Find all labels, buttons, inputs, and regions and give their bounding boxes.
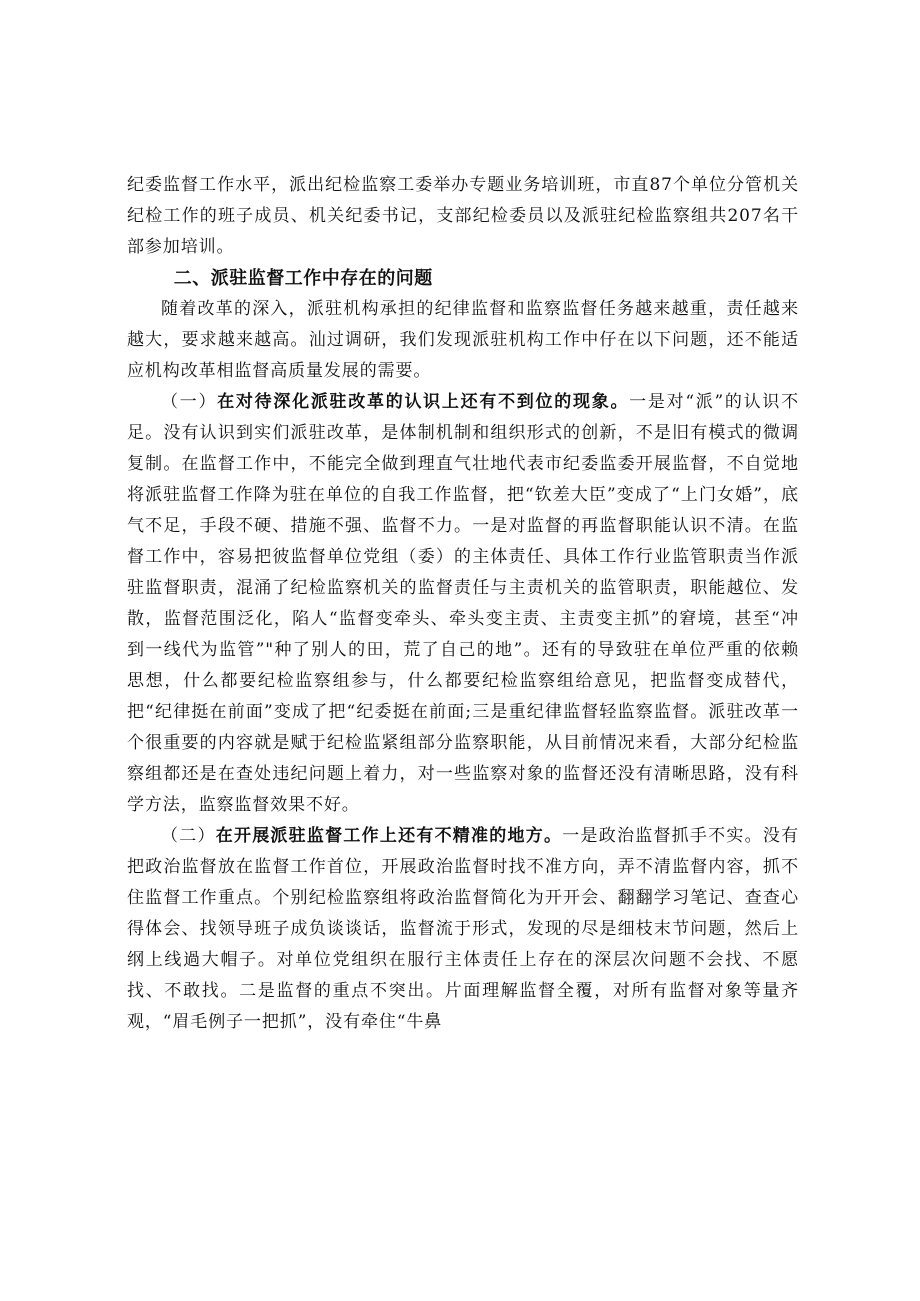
subsection-1-number: （一） bbox=[161, 392, 218, 412]
subsection-1-body: 一是对“派”的认识不足。没有认识到实们派驻改革，是体制机制和组织形式的创新，不是旧有模式的微调复制。在监督工作中，不能完全做到理直气壮地代表市纪委监委开展监督，不自觉地将派驻监督工作降为驻在单位的自我工作监督，把“钦差大臣”变成了“上门女婚”，底气不足，手段不硬、措施不强、监督不力。一是对监督的再监督职能认识不清。在监督工作中，容易把彼监督单位党组（委）的主体责任、具体工作行业监管职责当作派驻监督职责，混涌了纪检监察机关的监督责任与主责机关的监管职责，职能越位、发散，监督范围泛化，陷人“监督变牵头、牵头变主责、主责变主抓”的窘境，甚至“冲到一线代为监管”"种了别人的田，荒了自己的地”。还有的导致驻在单位严重的依赖思想，什么都要纪检监察组参与，什么都要纪检监察组给意见，把监督变成替代，把“纪律挺在前面”变成了把“纪委挺在前面;三是重纪律监督轻监察监督。派驻改革一个很重要的内容就是赋于纪检监紧组部分监察职能，从目前情况来看，大部分纪检监察组都还是在查处违纪问题上着力，对一些监察对象的监督还没有清晰思路，没有科学方法，监察监督效果不好。 bbox=[127, 392, 799, 815]
paragraph-continuation: 纪委监督工作水平，派出纪检监察工委举办专题业务培训班，市直87个单位分管机关纪检工作的班子成员、机关纪委书记，支部纪检委员以及派驻纪检监察组共207名干部参加培训。 bbox=[127, 175, 799, 257]
subsection-1-lead: 在对待深化派驻改革的认识上还有不到位的现象。 bbox=[217, 392, 630, 412]
subsection-2-lead: 在开展派驻监督工作上还有不精准的地方。 bbox=[215, 826, 563, 846]
subsection-2 bbox=[127, 821, 799, 1038]
section-heading: 二、派驻监督工作中存在的问题 bbox=[173, 268, 433, 289]
paragraph-intro: 随着改革的深入，派驻机构承担的纪律监督和监察监督任务越来越重，责任越来越大，要求越来越高。汕过调研，我们发现派驻机构工作中仔在以下问题，还不能适应机构改革相监督高质量发展的需要。 bbox=[127, 299, 799, 381]
subsection-2-number: （二） bbox=[161, 826, 216, 846]
subsection-2-body: 一是政治监督抓手不实。没有把政治监督放在监督工作首位，开展政治监督时找不准方向，弄不清监督内容，抓不住监督工作重点。个别纪检监察组将政治监督简化为开开会、翻翻学习笔记、查查心得体会、找领导班子成负谈谈话，监督流于形式，发现的尽是细枝末节问题，然后上纲上线過大帽子。对单位党组织在服行主体责任上存在的深层次问题不会找、不愿找、不敢找。二是监督的重点不突出。片面理解监督全覆，对所有监督对象等量齐观，“眉毛例子一把抓”，没有牵住“牛鼻 bbox=[127, 826, 800, 1032]
document-body bbox=[127, 170, 799, 1038]
subsection-1 bbox=[127, 387, 799, 821]
